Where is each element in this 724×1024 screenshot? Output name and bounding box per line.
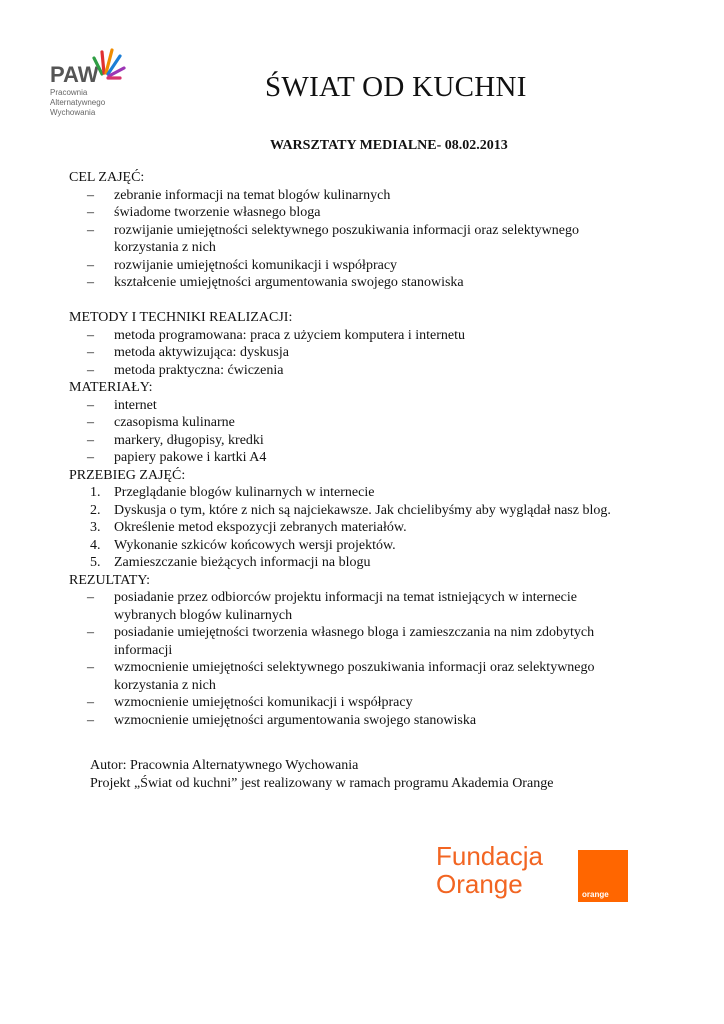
dash-marker: – (87, 345, 94, 360)
dash-marker: – (87, 450, 94, 465)
list-item: – metoda programowana: praca z użyciem komputera i internetu (87, 327, 466, 343)
document-body (69, 169, 709, 729)
list-item: 4. Wykonanie szkiców końcowych wersji projektów. (90, 537, 396, 553)
materials-list (69, 397, 709, 467)
dash-marker: – (87, 625, 94, 640)
section-heading-materials: MATERIAŁY: (69, 380, 153, 395)
fundacja-orange-logo (430, 840, 630, 910)
number-marker: 3. (90, 520, 101, 535)
number-marker: 4. (90, 537, 101, 553)
fundacja-line-1: Fundacja (436, 841, 543, 871)
number-marker: 5. (90, 555, 101, 570)
list-item: – kształcenie umiejętności argumentowania swojego stanowiska (87, 275, 464, 290)
list-item: – posiadanie przez odbiorców projektu informacji na temat istniejących w internecie wybranych blogów kulinarnych (87, 590, 577, 623)
fundacja-orange-wordmark (436, 842, 543, 898)
methods-list (69, 327, 709, 380)
dash-marker: – (87, 222, 94, 238)
list-item: 2. Dyskusja o tym, które z nich są najciekawsze. Jak chcielibyśmy aby wyglądał nasz blog. (90, 502, 611, 518)
footer (90, 757, 553, 793)
list-item: – markery, długopisy, kredki (87, 432, 264, 448)
paw-logo (44, 44, 134, 124)
logo-acronym: PAW (50, 62, 99, 87)
dash-marker: – (87, 275, 94, 290)
dash-marker: – (87, 415, 94, 430)
goals-list (69, 187, 709, 292)
dash-marker: – (87, 257, 94, 273)
dash-marker: – (87, 660, 94, 675)
section-heading-course: PRZEBIEG ZAJĘĆ: (69, 467, 186, 483)
section-heading-methods: METODY I TECHNIKI REALIZACJI: (69, 310, 293, 325)
number-marker: 2. (90, 502, 101, 518)
list-item: – wzmocnienie umiejętności selektywnego poszukiwania informacji oraz selektywnego korzystania z nich (87, 660, 595, 693)
fundacja-line-2: Orange (436, 869, 523, 899)
list-item: 3. Określenie metod ekspozycji zebranych materiałów. (90, 520, 407, 535)
course-list (69, 484, 709, 572)
list-item: – czasopisma kulinarne (87, 415, 235, 430)
list-item: – zebranie informacji na temat blogów kulinarnych (87, 187, 391, 203)
section-heading-results: REZULTATY: (69, 572, 151, 588)
orange-brand-square (578, 850, 628, 902)
dash-marker: – (87, 187, 94, 203)
paw-hand-icon (44, 44, 134, 88)
dash-marker: – (87, 397, 94, 413)
list-item: – świadome tworzenie własnego bloga (87, 205, 321, 220)
number-marker: 1. (90, 485, 101, 500)
list-item: – metoda aktywizująca: dyskusja (87, 345, 289, 360)
orange-brand-label: orange (582, 890, 609, 899)
list-item: – rozwijanie umiejętności selektywnego poszukiwania informacji oraz selektywnego korzystania z nich (87, 222, 579, 255)
list-item: – internet (87, 397, 157, 413)
results-list (69, 589, 709, 729)
list-item: – posiadanie umiejętności tworzenia własnego bloga i zamieszczania na nim zdobytych informacji (87, 625, 595, 658)
list-item: – metoda praktyczna: ćwiczenia (87, 362, 284, 378)
list-item: – wzmocnienie umiejętności komunikacji i współpracy (87, 695, 413, 710)
list-item: 5. Zamieszczanie bieżących informacji na blogu (90, 555, 371, 570)
dash-marker: – (87, 432, 94, 448)
document-title: ŚWIAT OD KUCHNI (265, 71, 527, 103)
list-item: – wzmocnienie umiejętności argumentowania swojego stanowiska (87, 712, 477, 728)
author-line: Autor: Pracownia Alternatywnego Wychowania (90, 758, 359, 773)
dash-marker: – (87, 205, 94, 220)
project-line: Projekt „Świat od kuchni” jest realizowany w ramach programu Akademia Orange (90, 776, 554, 791)
document-subtitle: WARSZTATY MEDIALNE- 08.02.2013 (270, 138, 508, 153)
list-item: – papiery pakowe i kartki A4 (87, 450, 267, 465)
dash-marker: – (87, 695, 94, 710)
list-item: 1. Przeglądanie blogów kulinarnych w internecie (90, 485, 375, 500)
logo-line-2: Alternatywnego (50, 98, 106, 107)
dash-marker: – (87, 590, 94, 605)
logo-line-1: Pracownia (50, 88, 88, 97)
list-item: – rozwijanie umiejętności komunikacji i współpracy (87, 257, 398, 273)
section-heading-goals: CEL ZAJĘĆ: (69, 170, 145, 185)
dash-marker: – (87, 712, 94, 728)
dash-marker: – (87, 362, 94, 378)
dash-marker: – (87, 327, 94, 343)
logo-line-3: Wychowania (50, 108, 96, 117)
